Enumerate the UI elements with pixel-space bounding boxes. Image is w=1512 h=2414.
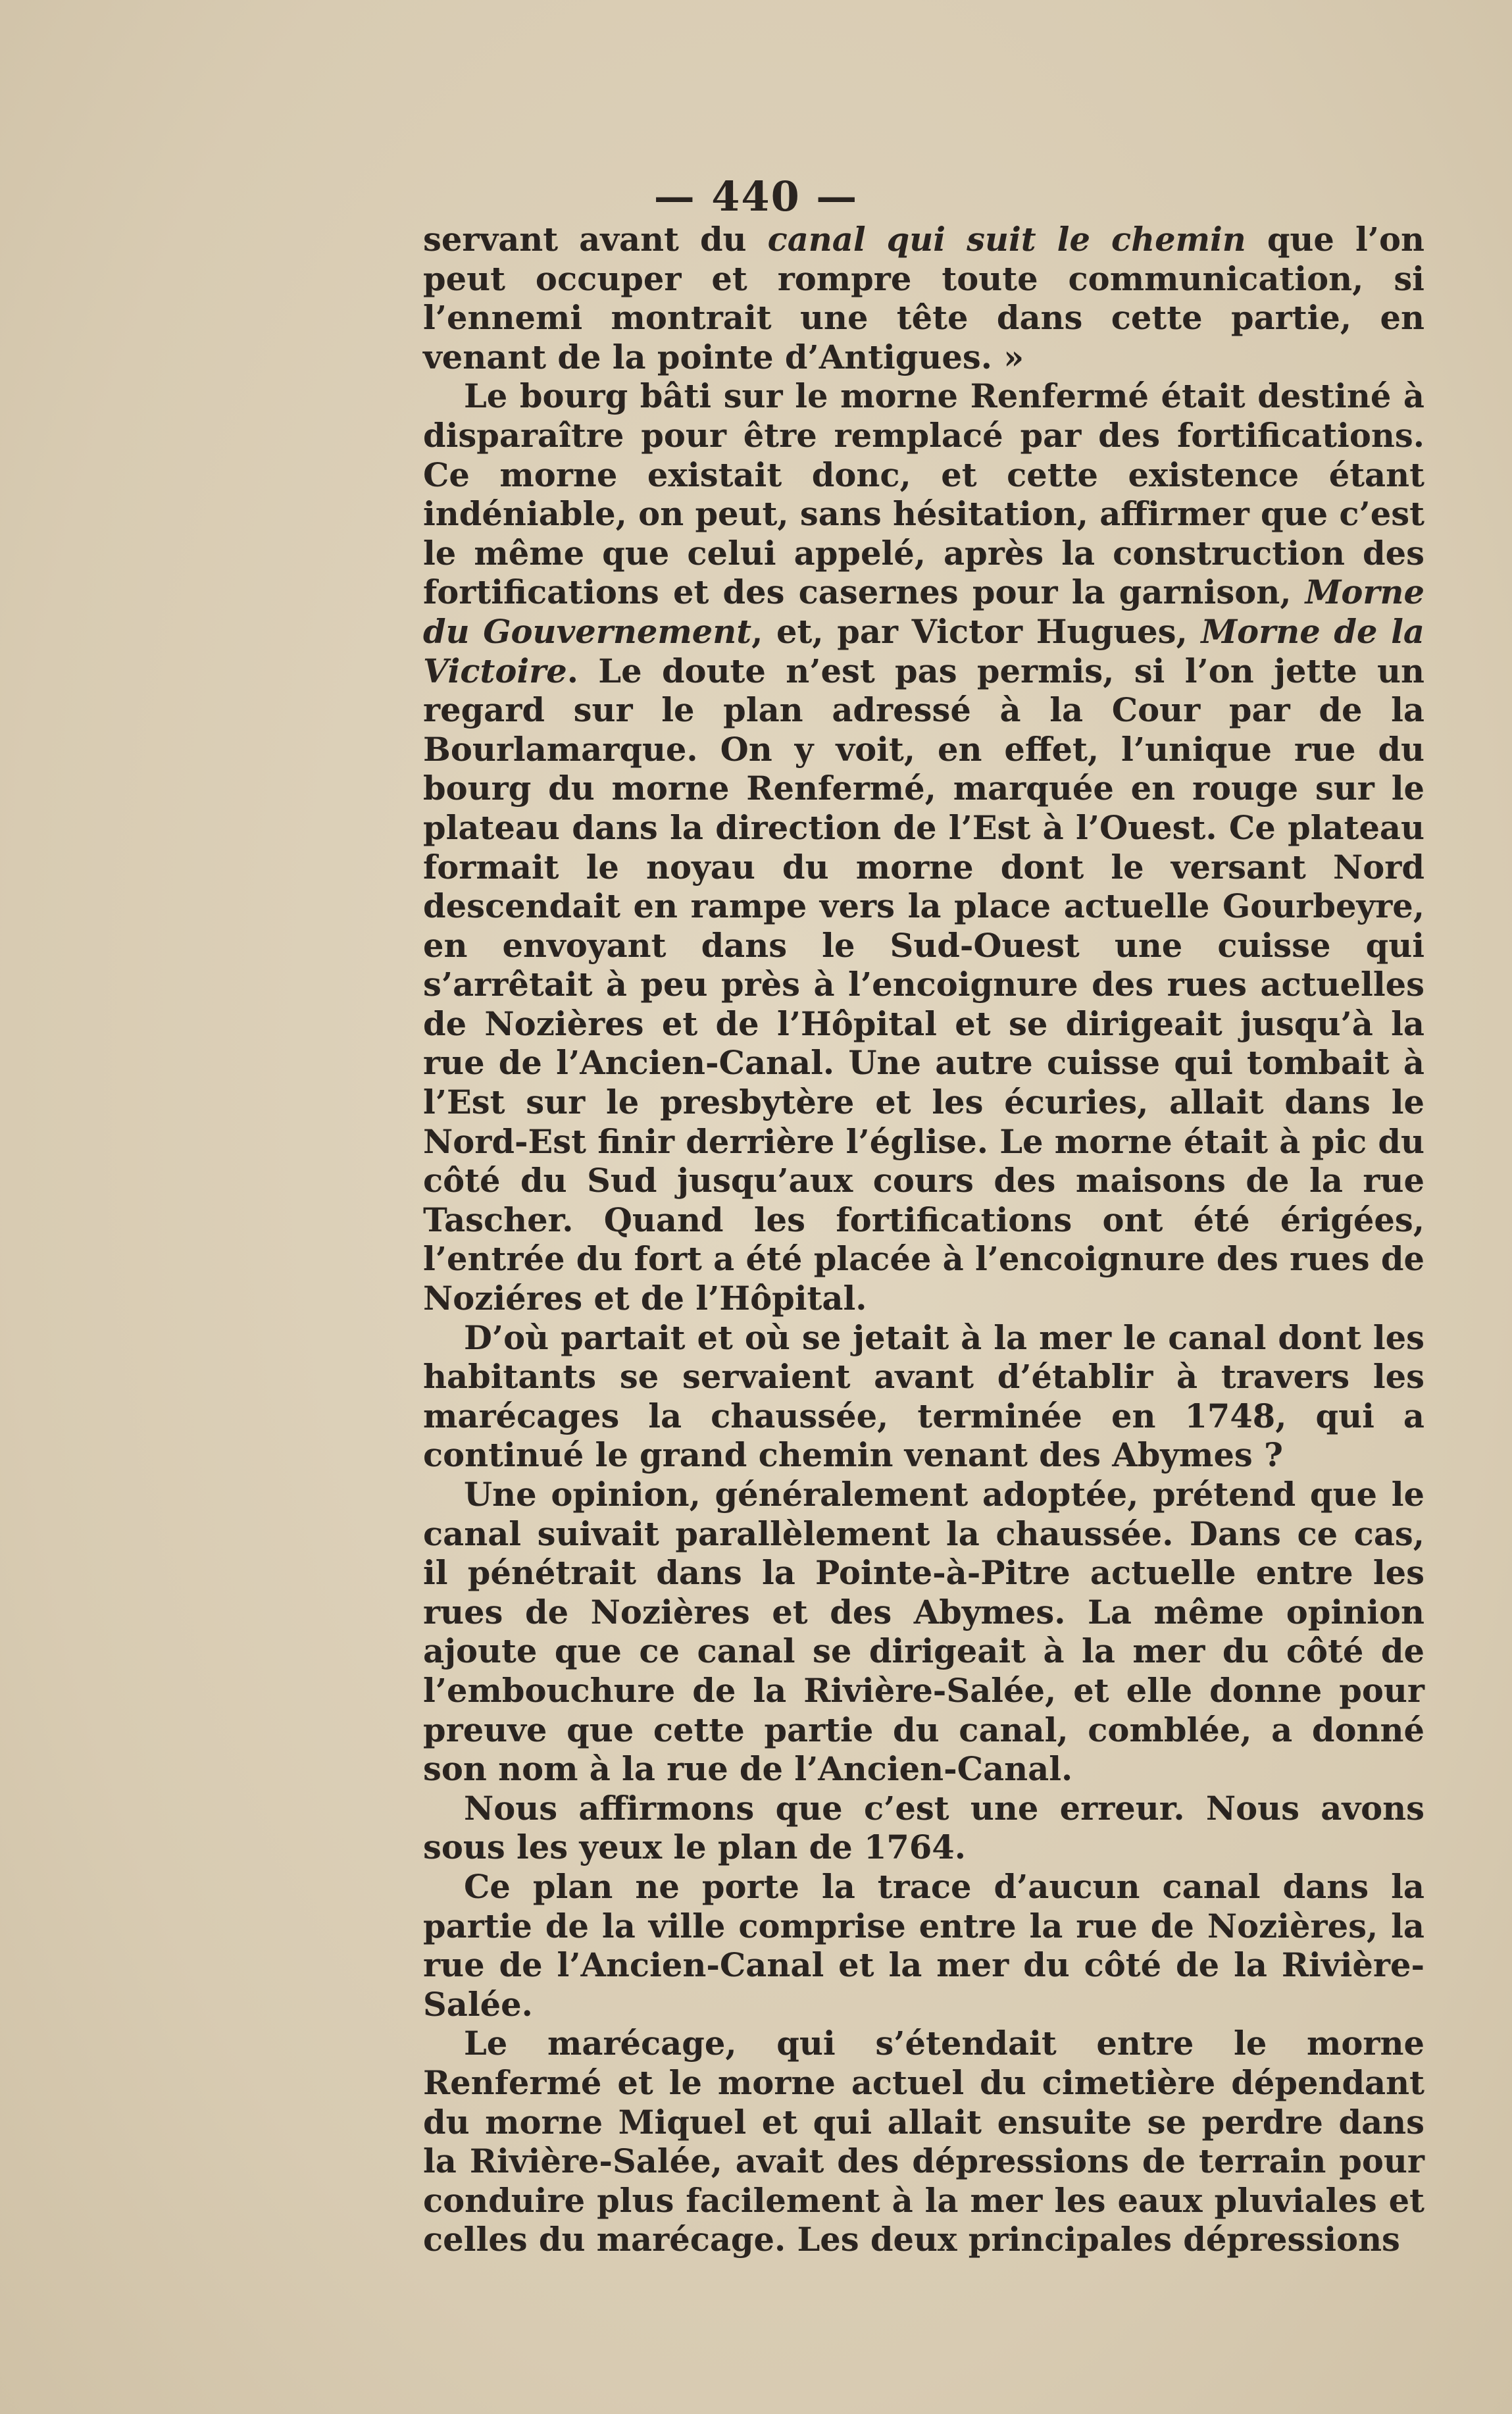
italic-text: Morne de la Victoire [423, 612, 1424, 690]
paragraph [423, 220, 1424, 377]
paragraph [423, 1789, 1424, 1868]
page-number: — 440 — [653, 172, 859, 220]
body-text [423, 220, 1424, 2260]
text-segment: , et, par Victor Hugues, [751, 612, 1201, 651]
text-segment: D’où partait et où se jetait à la mer le canal dont les habitants se servaient avant d’établir à travers les marécages la chaussée, terminée en 1748, qui a continué le grand chemin venant des Abymes ? [423, 1318, 1424, 1475]
text-segment: que l’on peut occuper et rompre toute communication, si l’ennemi montrait une tête dans cette partie, en venant de la pointe d’Antigues. » [423, 220, 1424, 376]
text-segment: . Le doute n’est pas permis, si l’on jette un regard sur le plan adressé à la Cour par de la Bourlamarque. On y voit, en effet, l’unique rue du bourg du morne Renfermé, marquée en rouge sur le plateau dans la direction de l’Est à l’Ouest. Ce plateau formait le noyau du morne dont le versant Nord descendait en rampe vers la place actuelle Gourbeyre, en envoyant dans le Sud-Ouest une cuisse qui s’arrêtait à peu près à l’encoignure des rues actuelles de Nozières et de l’Hôpital et se dirigeait jusqu’à la rue de l’Ancien-Canal. Une autre cuisse qui tombait à l’Est sur le presbytère et les écuries, allait dans le Nord-Est finir derrière l’église. Le morne était à pic du côté du Sud jusqu’aux cours des maisons de la rue Tascher. Quand les fortifications ont été érigées, l’entrée du fort a été placée à l’encoignure des rues de Noziéres et de l’Hôpital. [423, 652, 1424, 1318]
text-segment: Une opinion, généralement adoptée, prétend que le canal suivait parallèlement la chaussée. Dans ce cas, il pénétrait dans la Pointe-à-Pitre actuelle entre les rues de Nozières et des Abymes. La même opinion ajoute que ce canal se dirigeait à la mer du côté de l’embouchure de la Rivière-Salée, et elle donne pour preuve que cette partie du canal, comblée, a donné son nom à la rue de l’Ancien-Canal. [423, 1476, 1424, 1789]
text-segment: Ce plan ne porte la trace d’aucun canal dans la partie de la ville comprise entre la rue de Nozières, la rue de l’Ancien-Canal et la mer du côté de la Rivière-Salée. [423, 1867, 1424, 2024]
paragraph [423, 1476, 1424, 1789]
paragraph [423, 2024, 1424, 2260]
paragraph [423, 377, 1424, 1318]
paragraph [423, 1319, 1424, 1476]
italic-text: Morne du Gouvernement [423, 573, 1424, 651]
italic-text: canal qui suit le chemin [767, 220, 1246, 259]
text-segment: Le marécage, qui s’étendait entre le morne Renfermé et le morne actuel du cimetière dépendant du morne Miquel et qui allait ensuite se perdre dans la Rivière-Salée, avait des dépressions de terrain pour conduire plus facilement à la mer les eaux pluviales et celles du marécage. Les deux principales dépressions [423, 2024, 1424, 2259]
text-segment: Nous affirmons que c’est une erreur. Nous avons sous les yeux le plan de 1764. [423, 1789, 1424, 1867]
text-segment: servant avant du [423, 220, 768, 259]
paragraph [423, 1868, 1424, 2024]
text-segment: Le bourg bâti sur le morne Renfermé était destiné à disparaître pour être remplacé par des fortifications. Ce morne existait donc, et cette existence étant indéniable, on peut, sans hésitation, affirmer que c’est le même que celui appelé, après la construction des fortifications et des casernes pour la garnison, [423, 377, 1424, 612]
